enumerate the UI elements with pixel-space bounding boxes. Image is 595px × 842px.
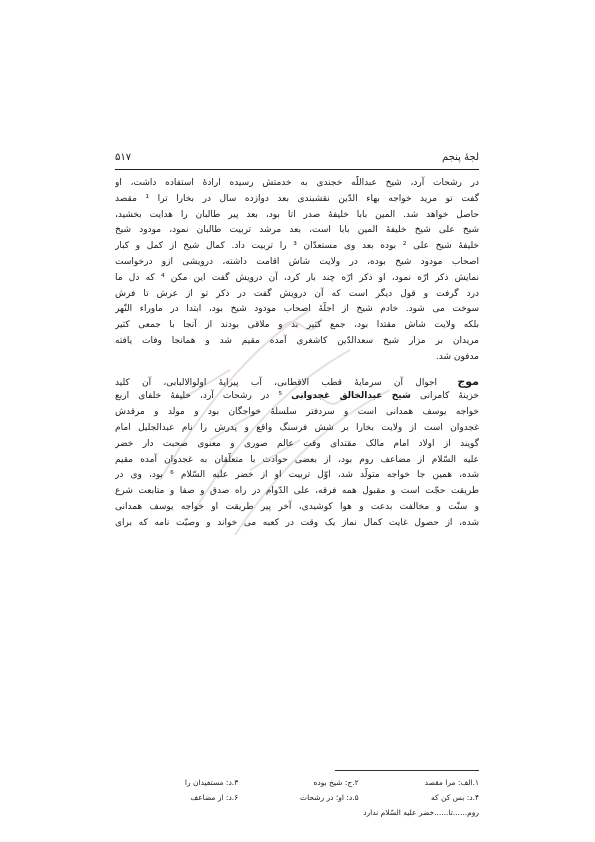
footnote: ۱.الف: مرا مقصد [424, 778, 479, 787]
text-line: و سنّت و مخالفت بدعت و هوا کوشیدی، آخر پیر طریقت او خواجه یوسف همدانی [115, 501, 479, 512]
text-line: اصحاب مودود شیخ بوده، در ولایت شاش اقامت داشته، درویشی ازو درخواست [115, 256, 479, 267]
header-divider [115, 169, 479, 170]
footnote: ۵.د: او؛ در رشحات [300, 793, 359, 802]
section-first-line [115, 374, 479, 390]
section-label: موج [457, 374, 479, 388]
text-line: غجدوان است از ولایت بخارا بر شش فرسنگ واقع و پدرش را نام عبدالجلیل امام [115, 422, 479, 433]
footnote: ۲.ج: شیخ بوده [313, 778, 359, 787]
text-line: خلیفۀ شیخ علی ² بوده بعد وی مستعدّان ³ را تربیت داد. کمال شیخ از کمل و کبار [115, 241, 479, 252]
footnote-row [115, 775, 479, 790]
page-number: ۵۱۷ [115, 152, 132, 163]
text-line: حاصل خواهد شد. المین بابا خلیفۀ صدر اتا بود، بعد پیر طالبان را هدایت بخشید، [115, 209, 479, 220]
text-segment: ⁵ در رشحات آرد، خلیفۀ خلفای اربع [115, 391, 283, 402]
text-line: بلکه ولایت شاش مقتدا بود، جمع کثیر بد و ملاقی بودند از آنجا با جمعی کثیر [115, 320, 479, 331]
text-line: نمایش ذکر ارّه نمود، او ذکر ارّه چند بار کرد، آن درویش گفت این مکن ⁴ که دل ما [115, 272, 479, 283]
page-header [115, 152, 479, 166]
text-line: خواجه یوسف همدانی است و سردفتر سلسلۀ خواجگان بود و مولد و مرقدش [115, 407, 479, 418]
text-line: گویند از اولاد امام مالک مقتدای وقت عالم صوری و معنوی صحبت دار خضر [115, 438, 479, 449]
text-segment: خزینۀ کامرانی [419, 391, 479, 402]
chapter-title: لجۀ پنجم [442, 152, 479, 163]
text-line: شده، همین جا خواجه متولّد شد، اوّل تربیت او از خضر علیه السّلام ⁶ بود، وی در [115, 470, 479, 481]
footnote: ۳.د: مستفیدان را [184, 778, 239, 787]
text-line: سوخت می شود. خادم شیخ از اجلّۀ اصحاب مودود شیخ بود، ابتدا در ماوراء النّهر [115, 304, 479, 315]
footnote: ۶.د: از مضاعف [190, 793, 239, 802]
footnote: ۴.د: بس کن که [431, 793, 479, 802]
text-line: شیخ علی شیخ خلیفۀ المین بابا است، بعد مرشد تربیت طالبان نمود، مودود شیخ [115, 225, 479, 236]
footnote-divider [335, 770, 479, 771]
text-segment: احوال آن سرمایۀ قطب الاقطابی، آب پیرایۀ اولوالالبابی، آن کلید [115, 377, 438, 388]
footnote-row [115, 790, 479, 805]
text-line: در رشحات آرد، شیخ عبداللّٰه خجندی به خدمتش رسیده ارادۀ استفاده داشت، او [115, 178, 479, 188]
text-line: درد گرفت و قول دیگر است که آن درویش گفت در ذکر تو از عرش تا فرش [115, 288, 479, 299]
text-line: علیه السّلام از مضاعف روم بود، از بعضی حوادث با متعلّقان به غجدوان آمده مقیم [115, 454, 479, 465]
text-line: طریقت حجّت است و مقبول همه فرقه، علی الدّوام در راه صدق و صفا و متابعت شرع [115, 486, 479, 497]
text-line [115, 389, 479, 405]
text-line: شده، از حصول غایت کمال نماز یک وقت در کعبه می خواند و وصیّت نامه که برای [115, 517, 479, 528]
footnote-continuation: روم......تا......خضر علیه السّلام ندارد [363, 808, 479, 817]
text-line: مدفون شد. [435, 351, 479, 362]
footnotes [115, 775, 479, 820]
main-text [115, 176, 479, 532]
person-name: شیخ عبدالخالق غجدوانی [291, 391, 411, 402]
text-line: مریدان بر مزار شیخ سعدالدّین کاشغری آمده مقیم شد و همانجا وفات یافته [115, 335, 479, 346]
text-line: گفت تو مرید خواجه بهاء الدّین نقشبندی بعد دوازده سال در بخارا ترا ¹ مقصد [115, 193, 479, 204]
